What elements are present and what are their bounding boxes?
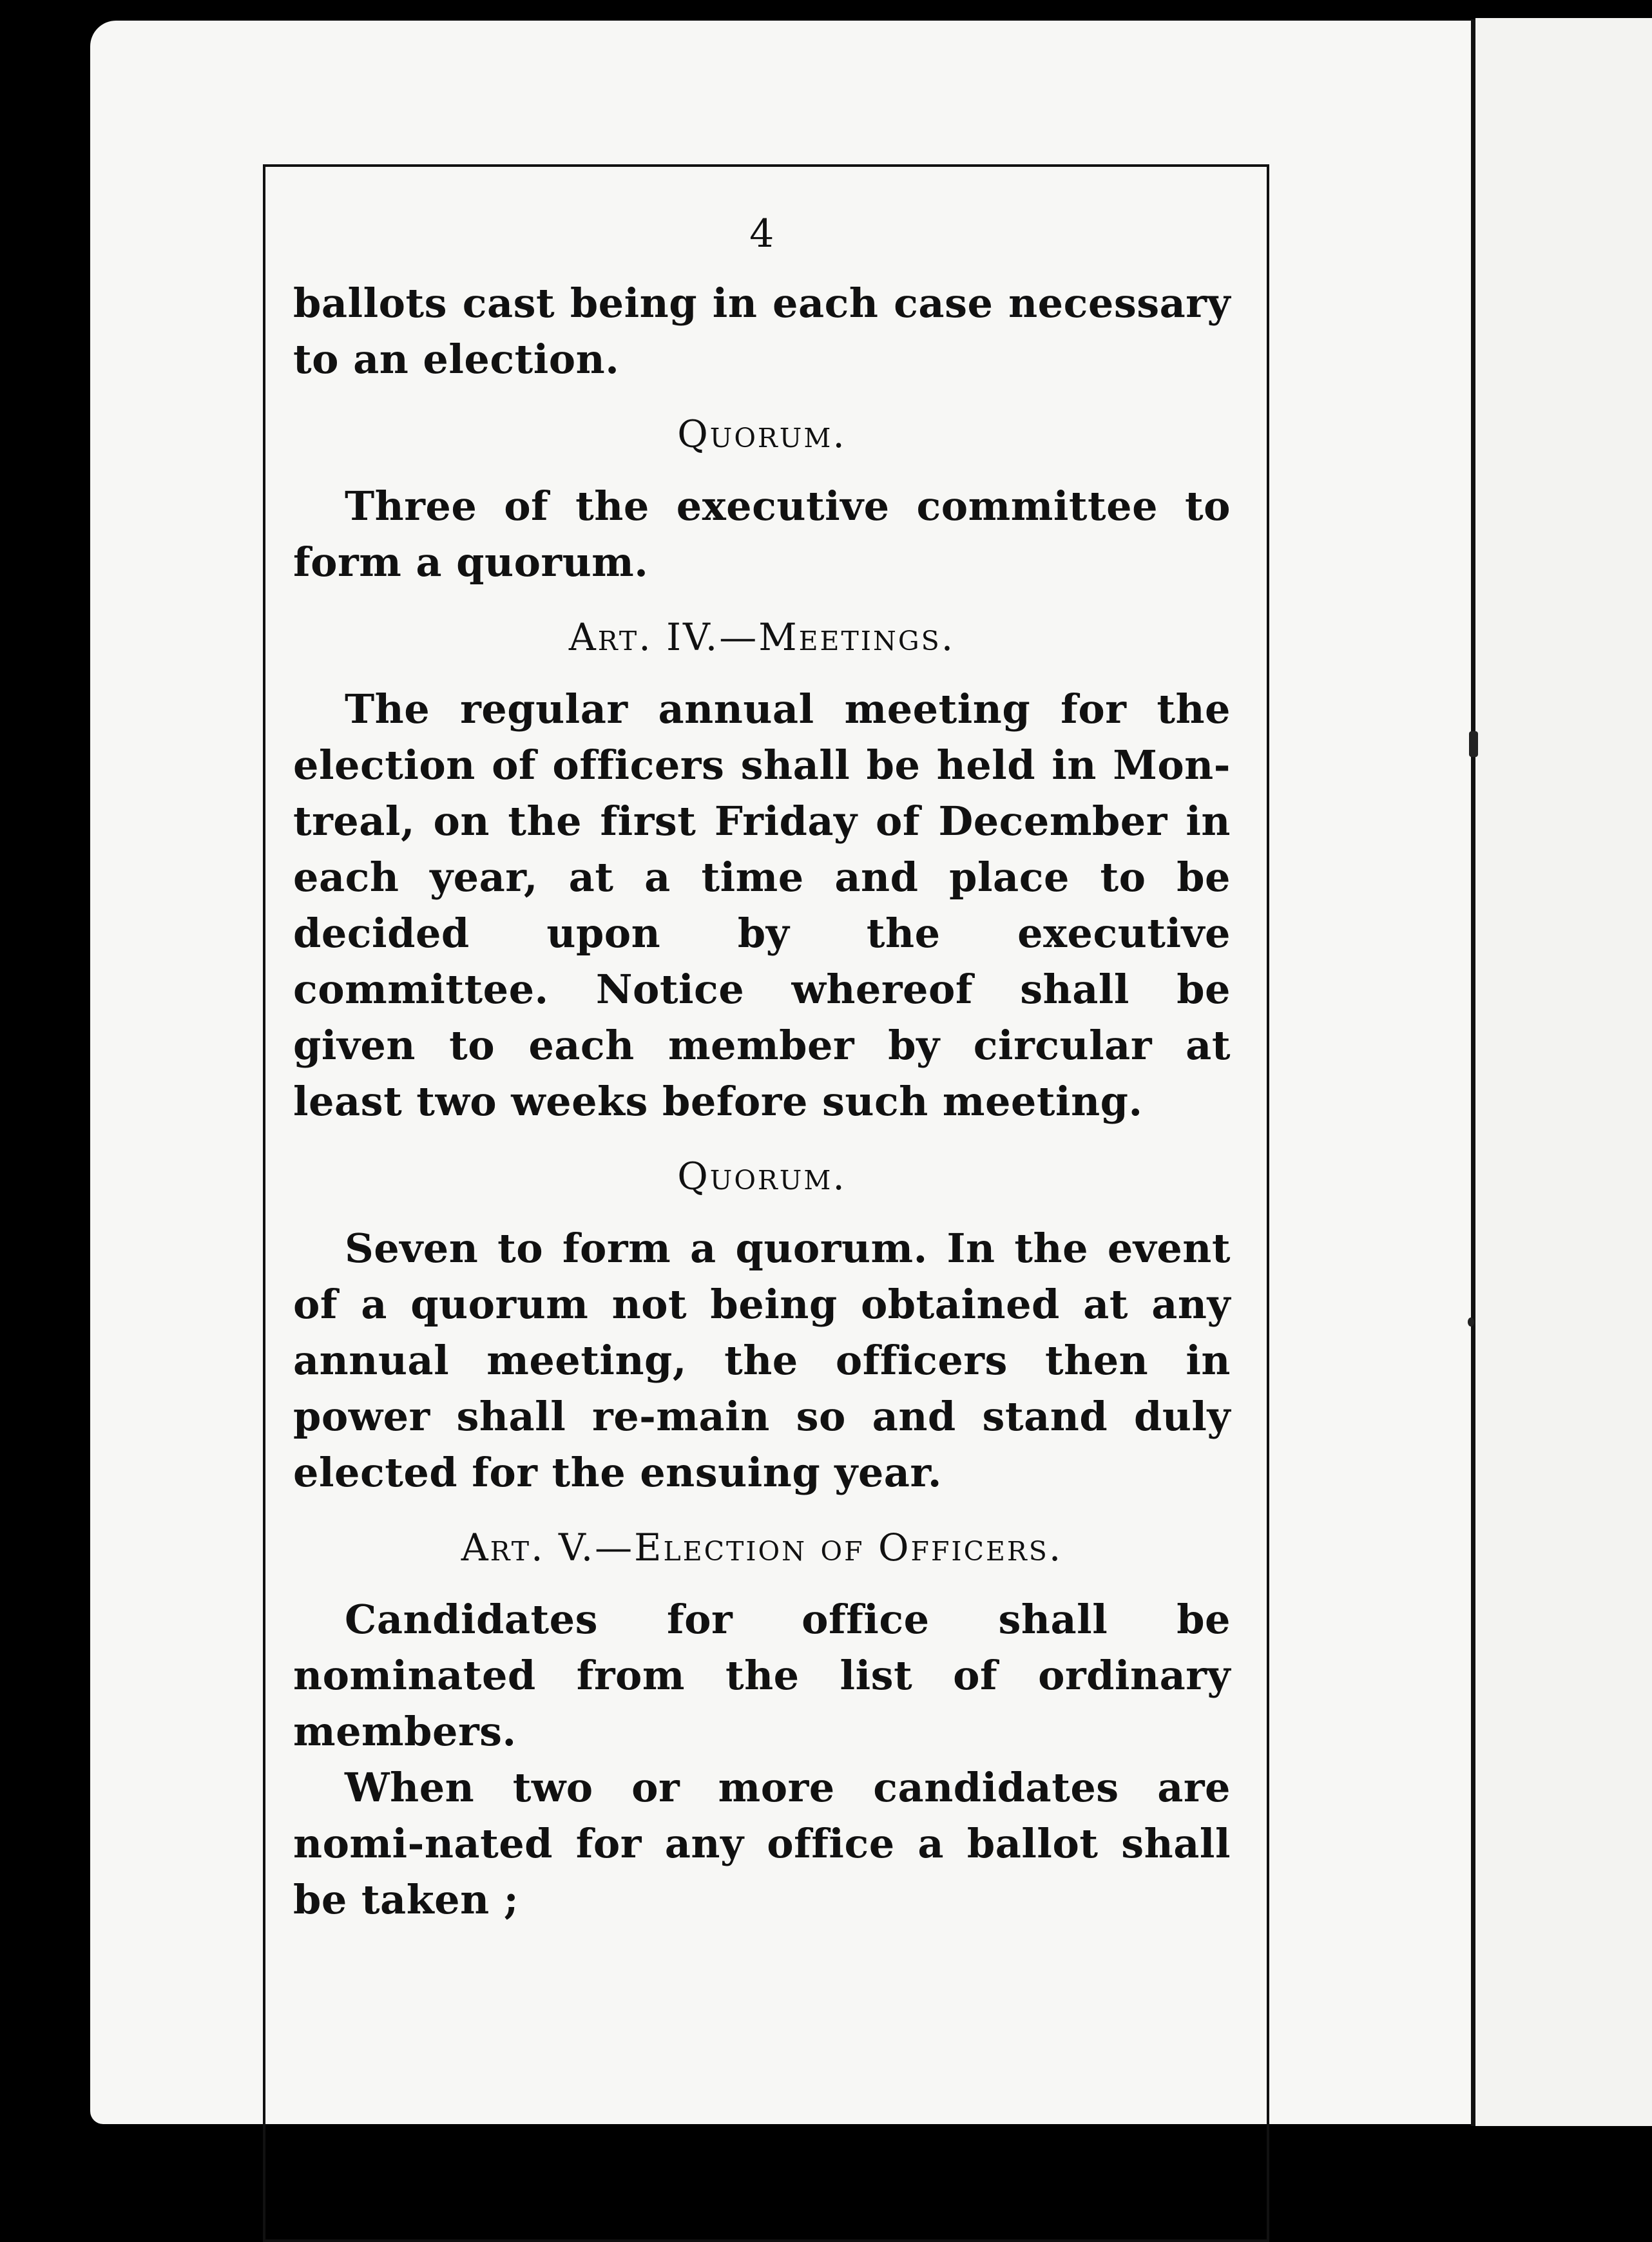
paragraph-meeting-quorum: Seven to form a quorum. In the event of a quorum not being obtained at any annual meeting, the officers then in power shall re-main so and stand duly elected for the ensuing year.: [293, 1225, 1231, 1496]
heading-quorum-meeting: Quorum.: [677, 1155, 847, 1198]
paragraph-election-continuation: ballots cast being in each case necessary to an election.: [293, 280, 1231, 383]
page-content: [293, 206, 1231, 1928]
paragraph-annual-meeting: The regular annual meeting for the election of officers shall be held in Mon-treal, on the first Friday of December in each year, at a time and place to be decided upon by the executive committee. Notice whereof shall be given to each member by circular at least two weeks before such meeting.: [293, 685, 1231, 1125]
heading-article-iv-meetings: Art. IV.—Meetings.: [568, 615, 956, 659]
page-number: 4: [749, 211, 774, 256]
heading-article-v-election: Art. V.—Election of Officers.: [461, 1526, 1063, 1569]
heading-quorum-executive: Quorum.: [677, 412, 847, 456]
paragraph-executive-quorum: Three of the executive committee to form a quorum.: [293, 483, 1231, 586]
scan-speck: [1468, 1317, 1474, 1327]
scanned-page-right: [1475, 18, 1652, 2126]
paragraph-ballot: When two or more candidates are nomi-nated for any office a ballot shall be taken ;: [293, 1764, 1231, 1923]
scan-speck: [1469, 731, 1478, 757]
paragraph-candidates: Candidates for office shall be nominated from the list of ordinary members.: [293, 1596, 1231, 1755]
